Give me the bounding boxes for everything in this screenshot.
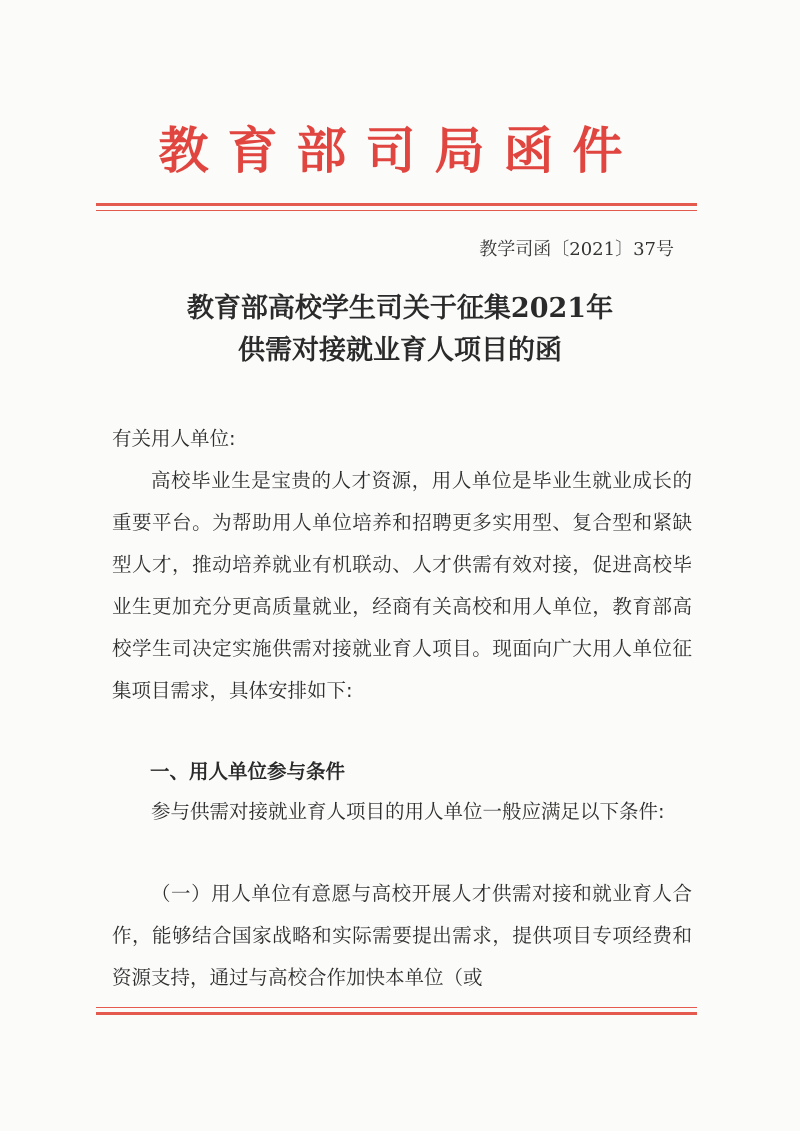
section-heading-1: 一、用人单位参与条件 bbox=[150, 760, 346, 783]
paragraph-intro: 高校毕业生是宝贵的人才资源，用人单位是毕业生就业成长的重要平台。为帮助用人单位培养和招聘更多实用型、复合型和紧缺型人才，推动培养就业有机联动、人才供需有效对接，促进高校毕业生更加充分更高质量就业，经商有关高校和用人单位，教育部高校学生司决定实施供需对接就业育人项目。现面向广大用人单位征集项目需求，具体安排如下: bbox=[112, 469, 692, 702]
document-title-line-1: 教育部高校学生司关于征集2021年 bbox=[186, 293, 614, 324]
document-title-line-2: 供需对接就业育人项目的函 bbox=[238, 335, 562, 366]
paragraph-condition-1: （一）用人单位有意愿与高校开展人才供需对接和就业育人合作，能够结合国家战略和实际需要提出需求，提供项目专项经费和资源支持，通过与高校合作加快本单位（或 bbox=[112, 882, 692, 989]
letterhead-rule-thick bbox=[96, 203, 697, 206]
document-number: 教学司函〔2021〕37号 bbox=[479, 239, 674, 260]
paragraph-conditions-block bbox=[112, 791, 692, 833]
paragraph-intro-block bbox=[112, 460, 692, 712]
letterhead-rule-thin bbox=[96, 210, 697, 211]
letterhead-title: 教育部司局函件 bbox=[158, 121, 642, 180]
footer-rule-thick bbox=[96, 1012, 697, 1015]
salutation: 有关用人单位: bbox=[112, 427, 236, 450]
paragraph-conditions: 参与供需对接就业育人项目的用人单位一般应满足以下条件: bbox=[151, 800, 665, 823]
paragraph-condition-1-block bbox=[112, 873, 692, 999]
footer-rule-thin bbox=[96, 1007, 697, 1008]
